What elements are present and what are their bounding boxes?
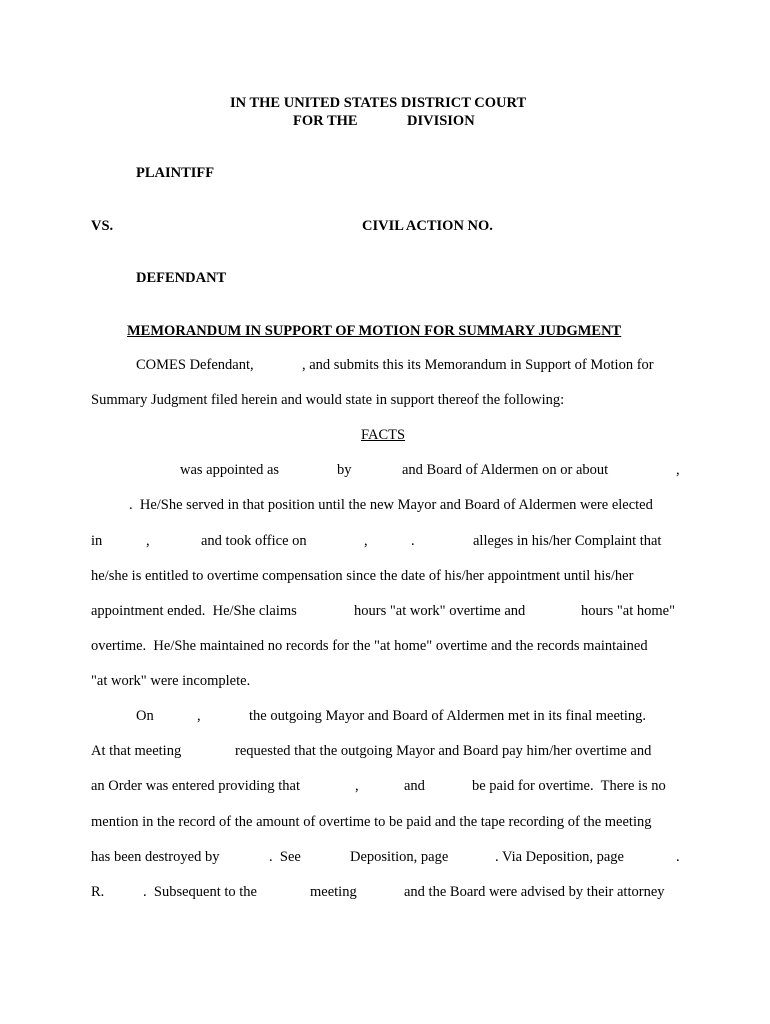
vs-label: VS. bbox=[91, 218, 114, 234]
intro-line-2: Summary Judgment filed herein and would state in support thereof the following: bbox=[91, 392, 565, 408]
court-title: IN THE UNITED STATES DISTRICT COURT bbox=[230, 95, 527, 111]
facts-l1-a: was appointed as bbox=[180, 462, 280, 478]
facts-l3-c: and took office on bbox=[201, 533, 307, 549]
facts-heading: FACTS bbox=[361, 427, 406, 443]
facts-l6: overtime. He/She maintained no records for the "at home" overtime and the records maintained bbox=[91, 638, 648, 654]
defendant-label: DEFENDANT bbox=[136, 270, 227, 286]
division-line-for-the: FOR THE bbox=[293, 113, 358, 129]
facts-p2-l5-e: . bbox=[676, 849, 680, 865]
civil-action-label: CIVIL ACTION NO. bbox=[362, 218, 493, 234]
facts-p2-l1-a: On bbox=[136, 708, 154, 724]
facts-l5-c: hours "at home" bbox=[581, 603, 675, 619]
plaintiff-label: PLAINTIFF bbox=[136, 165, 215, 181]
facts-p2-l3-d: be paid for overtime. There is no bbox=[472, 778, 666, 794]
facts-l1-d: , bbox=[676, 462, 680, 478]
facts-l7: "at work" were incomplete. bbox=[91, 673, 251, 689]
facts-p2-l6-c: meeting bbox=[310, 884, 357, 900]
facts-p2-l1-c: the outgoing Mayor and Board of Aldermen met in its final meeting. bbox=[249, 708, 647, 724]
facts-p2-l6-d: and the Board were advised by their attorney bbox=[404, 884, 665, 900]
memorandum-title: MEMORANDUM IN SUPPORT OF MOTION FOR SUMMARY JUDGMENT bbox=[127, 323, 622, 339]
facts-l1-c: and Board of Aldermen on or about bbox=[402, 462, 609, 478]
facts-p2-l3-b: , bbox=[355, 778, 359, 794]
facts-p2-l3-a: an Order was entered providing that bbox=[91, 778, 300, 794]
facts-p2-l2-b: requested that the outgoing Mayor and Board pay him/her overtime and bbox=[235, 743, 652, 759]
facts-l3-e: . bbox=[411, 533, 415, 549]
intro-line-1b: , and submits this its Memorandum in Support of Motion for bbox=[302, 357, 654, 373]
facts-l4: he/she is entitled to overtime compensation since the date of his/her appointment until his/her bbox=[91, 568, 634, 584]
division-line-division: DIVISION bbox=[407, 113, 475, 129]
facts-l5-a: appointment ended. He/She claims bbox=[91, 603, 297, 619]
facts-p2-l5-c: Deposition, page bbox=[350, 849, 449, 865]
facts-p2-l3-c: and bbox=[404, 778, 425, 794]
facts-l2: . He/She served in that position until the new Mayor and Board of Aldermen were elected bbox=[129, 497, 653, 513]
facts-l3-b: , bbox=[146, 533, 150, 549]
facts-p2-l6-b: . Subsequent to the bbox=[143, 884, 257, 900]
facts-l3-f: alleges in his/her Complaint that bbox=[473, 533, 662, 549]
facts-p2-l5-d: . Via Deposition, page bbox=[495, 849, 624, 865]
intro-line-1a: COMES Defendant, bbox=[136, 357, 254, 373]
facts-l3-d: , bbox=[364, 533, 368, 549]
facts-l1-b: by bbox=[337, 462, 352, 478]
facts-p2-l4: mention in the record of the amount of overtime to be paid and the tape recording of the meeting bbox=[91, 814, 652, 830]
facts-p2-l6-a: R. bbox=[91, 884, 105, 900]
facts-p2-l1-b: , bbox=[197, 708, 201, 724]
facts-l3-a: in bbox=[91, 533, 103, 549]
facts-p2-l2-a: At that meeting bbox=[91, 743, 182, 759]
facts-p2-l5-b: . See bbox=[269, 849, 301, 865]
facts-p2-l5-a: has been destroyed by bbox=[91, 849, 220, 865]
facts-l5-b: hours "at work" overtime and bbox=[354, 603, 526, 619]
